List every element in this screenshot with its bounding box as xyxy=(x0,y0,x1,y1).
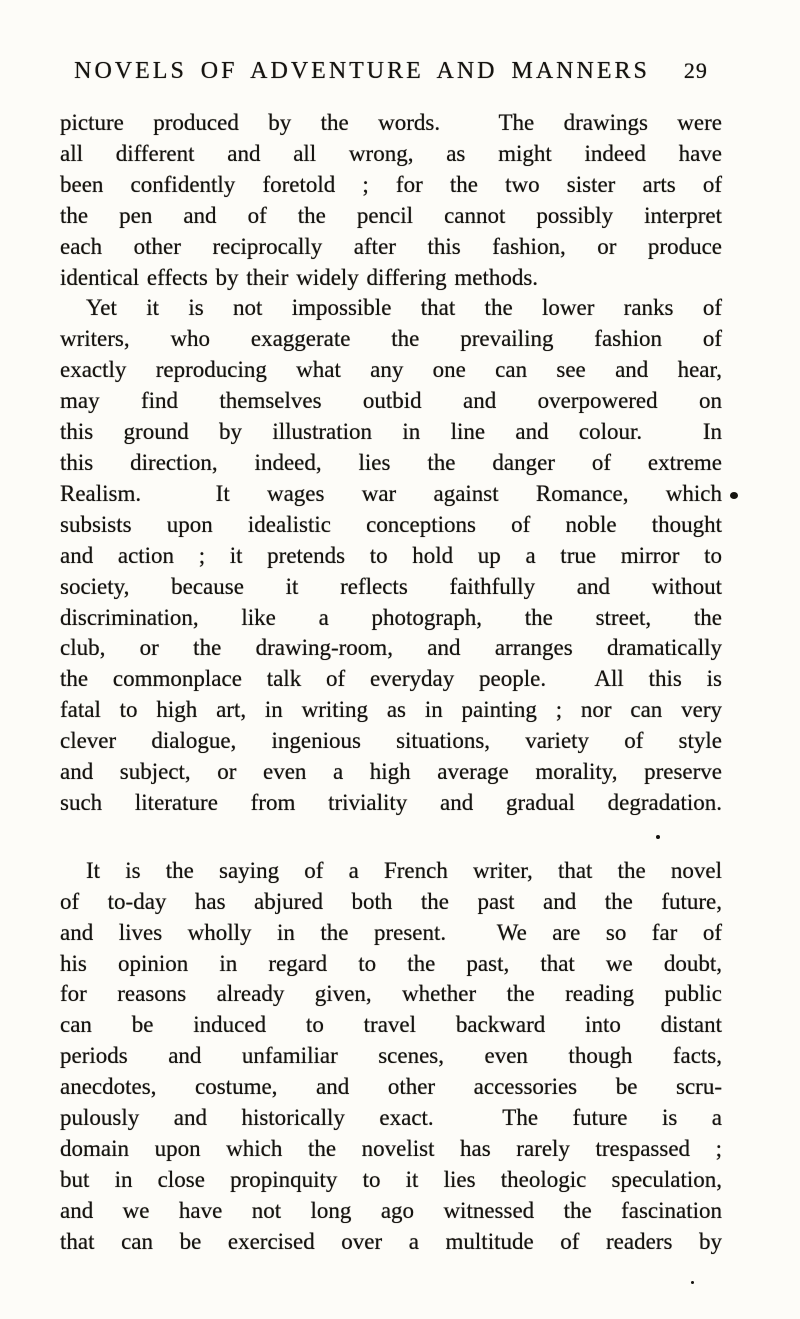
ink-dot-small-2-icon xyxy=(691,1281,694,1284)
text-line: all different and all wrong, as might indeed have xyxy=(60,140,722,166)
text-line: periods and unfamiliar scenes, even though facts, xyxy=(60,1043,722,1069)
text-line: exactly reproducing what any one can see and hear, xyxy=(60,357,722,383)
text-line: been confidently foretold ; for the two sister arts of xyxy=(60,171,722,197)
ink-dot-margin-icon xyxy=(730,492,738,499)
text-line: the commonplace talk of everyday people. All this is xyxy=(60,666,722,692)
text-line: his opinion in regard to the past, that we doubt, xyxy=(60,950,722,976)
text-line: discrimination, like a photograph, the street, the xyxy=(60,604,722,630)
text-line: anecdotes, costume, and other accessories be scru- xyxy=(60,1074,722,1100)
text-line: pulously and historically exact. The future is a xyxy=(60,1105,722,1131)
text-line: identical effects by their widely differing methods. xyxy=(60,264,539,290)
text-line: for reasons already given, whether the reading public xyxy=(60,981,722,1007)
text-line: such literature from triviality and gradual degradation. xyxy=(60,789,722,815)
text-line: domain upon which the novelist has rarely trespassed ; xyxy=(60,1136,722,1161)
paragraph xyxy=(60,856,722,1258)
text-line: Realism. It wages war against Romance, which xyxy=(60,480,722,506)
text-line: the pen and of the pencil cannot possibly interpret xyxy=(60,202,722,228)
text-line: writers, who exaggerate the prevailing fashion of xyxy=(60,326,722,352)
paragraph xyxy=(60,293,722,818)
text-line: each other reciprocally after this fashion, or produce xyxy=(60,233,722,259)
text-line: picture produced by the words. The drawings were xyxy=(60,110,722,135)
text-line: and action ; it pretends to hold up a true mirror to xyxy=(60,542,722,568)
text-line: and lives wholly in the present. We are so far of xyxy=(60,919,722,945)
text-line: can be induced to travel backward into distant xyxy=(60,1012,722,1038)
text-line: but in close propinquity to it lies theologic speculation, xyxy=(60,1166,722,1192)
running-header xyxy=(60,58,722,85)
paragraph xyxy=(60,108,722,293)
text-line: fatal to high art, in writing as in painting ; nor can very xyxy=(60,697,722,723)
text-line: this ground by illustration in line and colour. In xyxy=(60,419,722,445)
page-body xyxy=(60,108,722,1258)
text-line: club, or the drawing-room, and arranges dramatically xyxy=(60,635,722,661)
text-line: subsists upon idealistic conceptions of noble thought xyxy=(60,511,722,537)
ink-dot-small-1-icon xyxy=(656,835,660,839)
text-line: this direction, indeed, lies the danger of extreme xyxy=(60,449,722,475)
text-line: and subject, or even a high average morality, preserve xyxy=(60,759,722,785)
text-line: Yet it is not impossible that the lower ranks of xyxy=(86,295,722,321)
text-line: of to-day has abjured both the past and the future, xyxy=(60,888,722,914)
text-line: clever dialogue, ingenious situations, variety of style xyxy=(60,728,722,754)
text-line: that can be exercised over a multitude of readers by xyxy=(60,1228,722,1254)
page-number: 29 xyxy=(683,58,708,83)
text-line: It is the saying of a French writer, that the novel xyxy=(86,857,722,883)
text-line: may find themselves outbid and overpowered on xyxy=(60,388,722,414)
text-line: society, because it reflects faithfully and without xyxy=(60,573,722,599)
running-header-title: NOVELS OF ADVENTURE AND MANNERS xyxy=(74,58,650,84)
text-line: and we have not long ago witnessed the fascination xyxy=(60,1197,722,1223)
